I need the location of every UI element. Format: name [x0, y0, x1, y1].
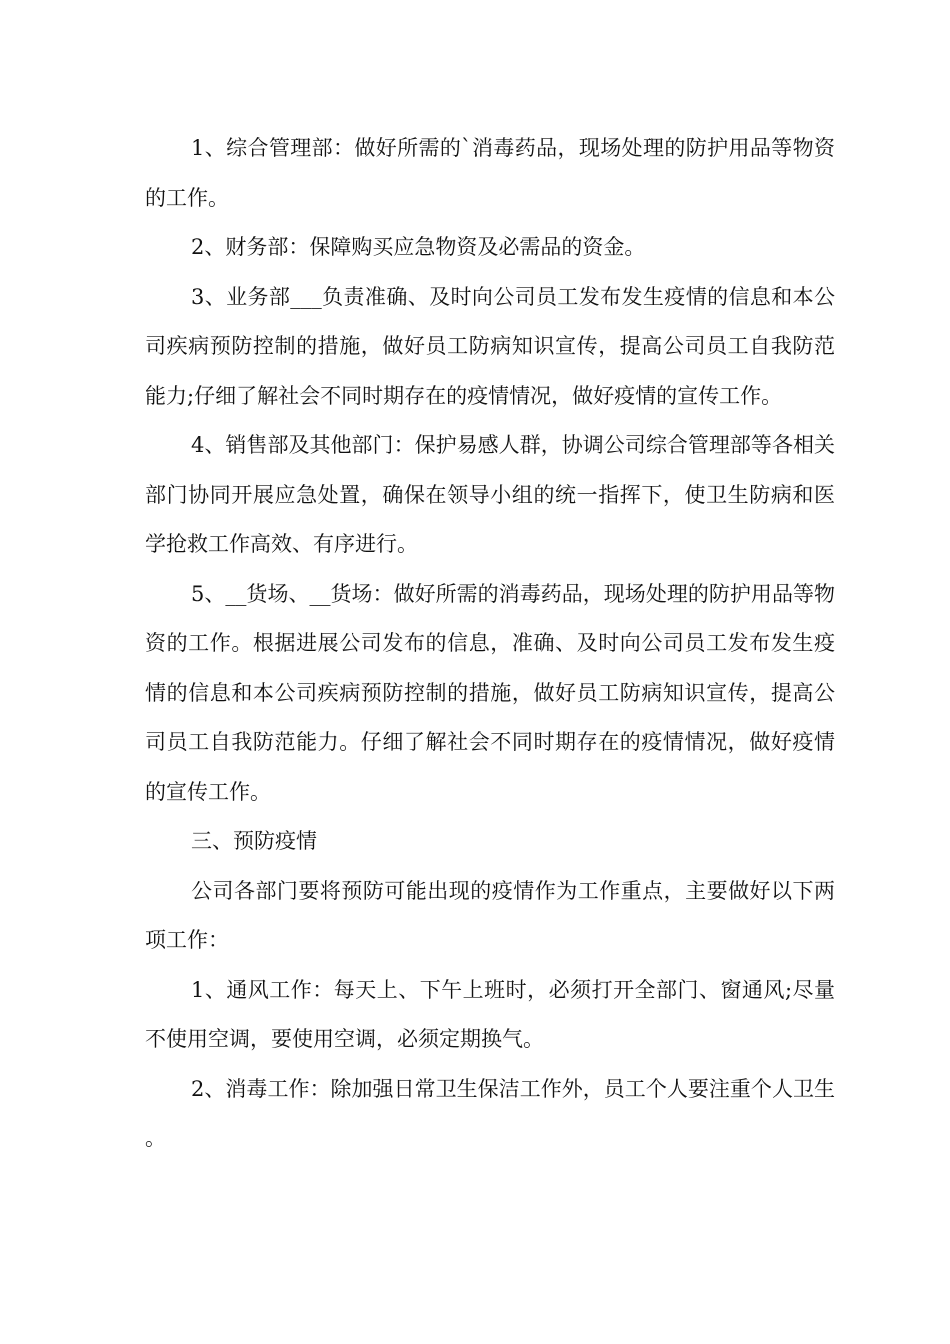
paragraph-item-5-freight-yards: 5、__货场、__货场：做好所需的消毒药品，现场处理的防护用品等物资的工作。根据进展公司发布的信息，准确、及时向公司员工发布发生疫情的信息和本公司疾病预防控制的措施，做好员工防病知识宣传，提高公司员工自我防范能力。仔细了解社会不同时期存在的疫情情况，做好疫情的宣传工作。: [145, 581, 835, 804]
paragraph-item-2-finance: 2、财务部：保障购买应急物资及必需品的资金。: [191, 235, 646, 259]
paragraph-item-3-business: 3、业务部___负责准确、及时向公司员工发布发生疫情的信息和本公司疾病预防控制的措施，做好员工防病知识宣传，提高公司员工自我防范能力;仔细了解社会不同时期存在的疫情情况，做好疫情的宣传工作。: [145, 284, 835, 408]
paragraph-prevention-intro: 公司各部门要将预防可能出现的疫情作为工作重点，主要做好以下两项工作：: [145, 878, 835, 952]
paragraph-disinfection: 2、消毒工作：除加强日常卫生保洁工作外，员工个人要注重个人卫生。: [145, 1076, 835, 1150]
paragraph-item-1-general-management: 1、综合管理部：做好所需的`消毒药品，现场处理的防护用品等物资的工作。: [145, 136, 835, 210]
section-heading-prevention: 三、预防疫情: [191, 829, 317, 853]
document-page: [145, 124, 835, 1164]
paragraph-item-4-sales: 4、销售部及其他部门：保护易感人群，协调公司综合管理部等各相关部门协同开展应急处置，确保在领导小组的统一指挥下，使卫生防病和医学抢救工作高效、有序进行。: [145, 433, 835, 556]
paragraph-ventilation: 1、通风工作：每天上、下午上班时，必须打开全部门、窗通风;尽量不使用空调，要使用空调，必须定期换气。: [145, 977, 835, 1051]
